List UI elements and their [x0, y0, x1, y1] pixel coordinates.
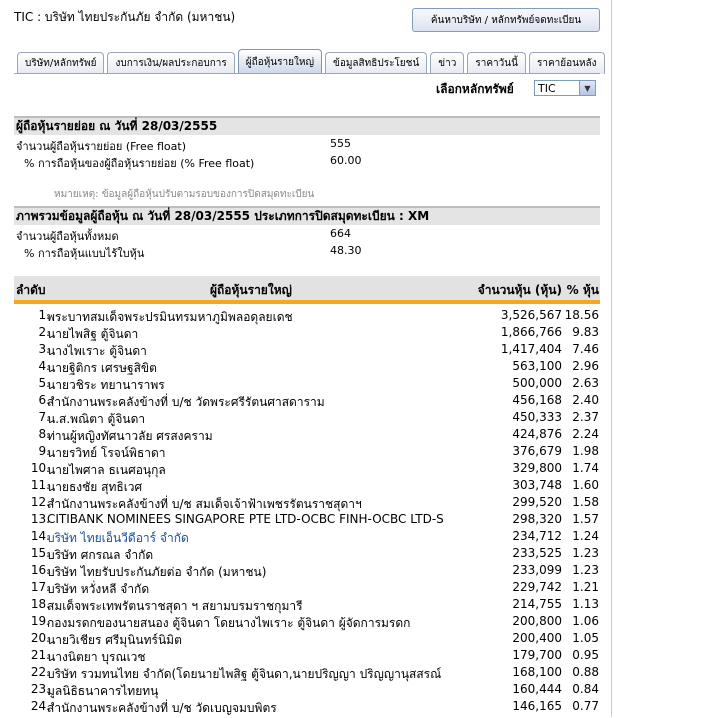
row-rank: 7.	[38, 410, 50, 424]
row-shares: 298,320	[512, 512, 562, 526]
free-float-pct-value: 60.00	[330, 154, 362, 167]
tab-bar	[17, 49, 608, 74]
row-pct: 1.06	[572, 614, 599, 628]
row-rank: 18.	[30, 597, 50, 611]
overview-total-value: 664	[330, 227, 351, 240]
col-name-header: ผู้ถือหุ้นรายใหญ่	[210, 283, 292, 297]
row-shareholder-name: บริษัท รวมทนไทย จำกัด(โดยนายไพสิฐ ตู้จินดา,นายปริญญา ปริญญานุสสรณ์	[47, 667, 442, 681]
row-shares: 1,417,404	[500, 342, 562, 356]
row-pct: 1.58	[572, 495, 599, 509]
row-shares: 233,099	[512, 563, 562, 577]
table-row	[14, 630, 600, 647]
col-shares-header: จำนวนหุ้น (หุ้น)	[477, 283, 562, 297]
row-shares: 329,800	[512, 461, 562, 475]
row-shares: 168,100	[512, 665, 562, 679]
row-rank: 22.	[30, 665, 50, 679]
table-row	[14, 545, 600, 562]
tab-today-price[interactable]: ราคาวันนี้	[467, 52, 526, 74]
row-shareholder-name: กองมรดกของนายสนอง ตู้จินดา โดยนางไพเราะ ตู้จินดา ผู้จัดการมรดก	[47, 616, 411, 630]
row-pct: 0.88	[572, 665, 599, 679]
row-shares: 229,742	[512, 580, 562, 594]
row-shareholder-name: สมเด็จพระเทพรัตนราชสุดา ฯ สยามบรมราชกุมารี	[47, 599, 303, 613]
free-float-holders-label: จำนวนผู้ถือหุ้นรายย่อย (Free float)	[16, 140, 186, 153]
free-float-pct-label: % การถือหุ้นของผู้ถือหุ้นรายย่อย (% Free float)	[24, 157, 255, 170]
row-pct: 0.95	[572, 648, 599, 662]
row-rank: 11.	[30, 478, 50, 492]
overview-total-label: จำนวนผู้ถือหุ้นทั้งหมด	[16, 230, 119, 243]
table-row	[14, 324, 600, 341]
row-pct: 2.63	[572, 376, 599, 390]
row-rank: 6.	[38, 393, 50, 407]
row-shareholder-name: นายรวิทย์ โรจน์พิธาดา	[47, 446, 166, 460]
row-shares: 214,755	[512, 597, 562, 611]
page-title: TIC : บริษัท ไทยประกันภัย จำกัด (มหาชน)	[14, 10, 236, 24]
row-pct: 1.23	[572, 563, 599, 577]
overview-scripless-label: % การถือหุ้นแบบไร้ใบหุ้น	[24, 247, 145, 260]
security-select-label: เลือกหลักทรัพย์	[436, 82, 514, 96]
tab-divider	[14, 73, 600, 74]
table-row	[14, 664, 600, 681]
table-row	[14, 494, 600, 511]
row-shares: 299,520	[512, 495, 562, 509]
row-shares: 179,700	[512, 648, 562, 662]
tab-news[interactable]: ข่าว	[430, 52, 464, 74]
row-pct: 1.57	[572, 512, 599, 526]
row-rank: 2.	[38, 325, 50, 339]
row-pct: 2.96	[572, 359, 599, 373]
row-pct: 1.21	[572, 580, 599, 594]
table-row	[14, 426, 600, 443]
free-float-heading: ผู้ถือหุ้นรายย่อย ณ วันที่ 28/03/2555	[14, 116, 600, 135]
table-row	[14, 579, 600, 596]
shareholder-note: หมายเหตุ: ข้อมูลผู้ถือหุ้นปรับตามรอบของการปิดสมุดทะเบียน	[54, 189, 315, 200]
tab-company[interactable]: บริษัท/หลักทรัพย์	[17, 52, 104, 74]
row-shareholder-name: สำนักงานพระคลังข้างที่ บ/ช วัดพระศรีรัตนศาสดาราม	[47, 395, 325, 409]
row-pct: 1.98	[572, 444, 599, 458]
table-row	[14, 647, 600, 664]
row-pct: 1.74	[572, 461, 599, 475]
row-shareholder-name: ท่านผู้หญิงทัศนาวลัย ศรสงคราม	[47, 429, 213, 443]
tab-financials[interactable]: งบการเงิน/ผลประกอบการ	[107, 52, 234, 74]
row-shareholder-name: บริษัท หวั่งหลี จำกัด	[47, 582, 150, 596]
security-select[interactable]	[534, 80, 596, 96]
row-rank: 16.	[30, 563, 50, 577]
row-shareholder-name: นายไพสิฐ ตู้จินดา	[47, 327, 139, 341]
table-row	[14, 698, 600, 715]
table-row	[14, 460, 600, 477]
row-shares: 234,712	[512, 529, 562, 543]
row-pct: 2.24	[572, 427, 599, 441]
table-row	[14, 409, 600, 426]
row-shareholder-name: นางนิตยา บุรณเวช	[47, 650, 146, 664]
row-shares: 500,000	[512, 376, 562, 390]
table-row	[14, 341, 600, 358]
security-select-value: TIC	[538, 81, 556, 95]
row-shareholder-name: บริษัท ศกรณล จำกัด	[47, 548, 154, 562]
row-shareholder-name: นายวชิระ ทยานาราพร	[47, 378, 165, 392]
search-company-button[interactable]: ค้นหาบริษัท / หลักทรัพย์จดทะเบียน	[412, 8, 600, 32]
row-rank: 13.	[30, 512, 50, 526]
row-shareholder-name: CITIBANK NOMINEES SINGAPORE PTE LTD-OCBC FINH-OCBC LTD-S	[47, 512, 444, 526]
row-pct: 2.37	[572, 410, 599, 424]
table-row	[14, 681, 600, 698]
row-rank: 12.	[30, 495, 50, 509]
row-shares: 376,679	[512, 444, 562, 458]
row-shareholder-name: นายวิเชียร ศรีมุนินทร์นิมิต	[47, 633, 182, 647]
row-shareholder-name: นางไพเราะ ตู้จินดา	[47, 344, 147, 358]
row-pct: 2.40	[572, 393, 599, 407]
row-shareholder-name[interactable]: บริษัท ไทยเอ็นวีดีอาร์ จำกัด	[47, 531, 189, 545]
col-pct-header: % หุ้น	[566, 283, 599, 297]
row-rank: 23.	[30, 682, 50, 696]
row-rank: 4.	[38, 359, 50, 373]
row-rank: 20.	[30, 631, 50, 645]
free-float-pct-row	[14, 154, 600, 170]
row-shareholder-name: พระบาทสมเด็จพระปรมินทรมหาภูมิพลอดุลยเดช	[47, 310, 293, 324]
row-pct: 18.56	[564, 308, 599, 322]
row-rank: 15.	[30, 546, 50, 560]
row-shares: 200,400	[512, 631, 562, 645]
row-shares: 1,866,766	[500, 325, 562, 339]
table-row	[14, 375, 600, 392]
row-rank: 14.	[30, 529, 50, 543]
table-row	[14, 511, 600, 528]
row-rank: 3.	[38, 342, 50, 356]
row-pct: 1.60	[572, 478, 599, 492]
overview-total-row	[14, 227, 600, 243]
table-row	[14, 596, 600, 613]
row-shares: 146,165	[512, 699, 562, 713]
overview-scripless-row	[14, 244, 600, 260]
row-pct: 1.13	[572, 597, 599, 611]
table-row	[14, 392, 600, 409]
row-pct: 0.77	[572, 699, 599, 713]
table-row	[14, 307, 600, 324]
table-header	[14, 276, 600, 304]
row-shareholder-name: บริษัท ไทยรับประกันภัยต่อ จำกัด (มหาชน)	[47, 565, 267, 579]
row-shareholder-name: มูลนิธิธนาคารไทยทนุ	[47, 684, 159, 698]
row-shares: 233,525	[512, 546, 562, 560]
table-row[interactable]	[14, 528, 600, 545]
row-shareholder-name: สำนักงานพระคลังข้างที่ บ/ช วัดเบญจมบพิตร	[47, 701, 277, 715]
row-shareholder-name: นายไพศาล ธเนศอนุกุล	[47, 463, 166, 477]
row-shares: 303,748	[512, 478, 562, 492]
row-shareholder-name: นายฐิติกร เศรษฐสิขิต	[47, 361, 157, 375]
row-pct: 1.05	[572, 631, 599, 645]
table-row	[14, 613, 600, 630]
row-rank: 8.	[38, 427, 50, 441]
row-pct: 0.84	[572, 682, 599, 696]
free-float-holders-value: 555	[330, 137, 351, 150]
row-pct: 1.24	[572, 529, 599, 543]
row-pct: 1.23	[572, 546, 599, 560]
row-rank: 10.	[30, 461, 50, 475]
row-rank: 21.	[30, 648, 50, 662]
row-shareholder-name: สำนักงานพระคลังข้างที่ บ/ช สมเด็จเจ้าฟ้าเพชรรัตนราชสุดาฯ	[47, 497, 362, 511]
row-shares: 3,526,567	[500, 308, 562, 322]
row-rank: 5.	[38, 376, 50, 390]
row-shares: 456,168	[512, 393, 562, 407]
row-rank: 17.	[30, 580, 50, 594]
free-float-holders-row	[14, 137, 600, 153]
table-row	[14, 477, 600, 494]
row-shareholder-name: นายธงชัย สุทธิเวศ	[47, 480, 143, 494]
table-row	[14, 562, 600, 579]
overview-scripless-value: 48.30	[330, 244, 362, 257]
row-shareholder-name: น.ส.พณิตา ตู้จินดา	[47, 412, 146, 426]
row-rank: 1.	[38, 308, 50, 322]
table-row	[14, 443, 600, 460]
row-shares: 450,333	[512, 410, 562, 424]
row-shares: 424,876	[512, 427, 562, 441]
tab-benefits[interactable]: ข้อมูลสิทธิประโยชน์	[325, 52, 427, 74]
row-pct: 7.46	[572, 342, 599, 356]
row-shares: 160,444	[512, 682, 562, 696]
tab-historical-price[interactable]: ราคาย้อนหลัง	[529, 52, 605, 74]
chevron-down-icon[interactable]: ▼	[579, 81, 595, 95]
row-rank: 9.	[38, 444, 50, 458]
row-pct: 9.83	[572, 325, 599, 339]
row-shares: 200,800	[512, 614, 562, 628]
row-rank: 24.	[30, 699, 50, 713]
col-rank-header: ลำดับ	[16, 283, 46, 297]
overview-heading: ภาพรวมข้อมูลผู้ถือหุ้น ณ วันที่ 28/03/2555 ประเภทการปิดสมุดทะเบียน : XM	[14, 206, 600, 225]
tab-major-shareholders[interactable]: ผู้ถือหุ้นรายใหญ่	[238, 49, 322, 74]
row-shares: 563,100	[512, 359, 562, 373]
row-rank: 19.	[30, 614, 50, 628]
table-row	[14, 358, 600, 375]
